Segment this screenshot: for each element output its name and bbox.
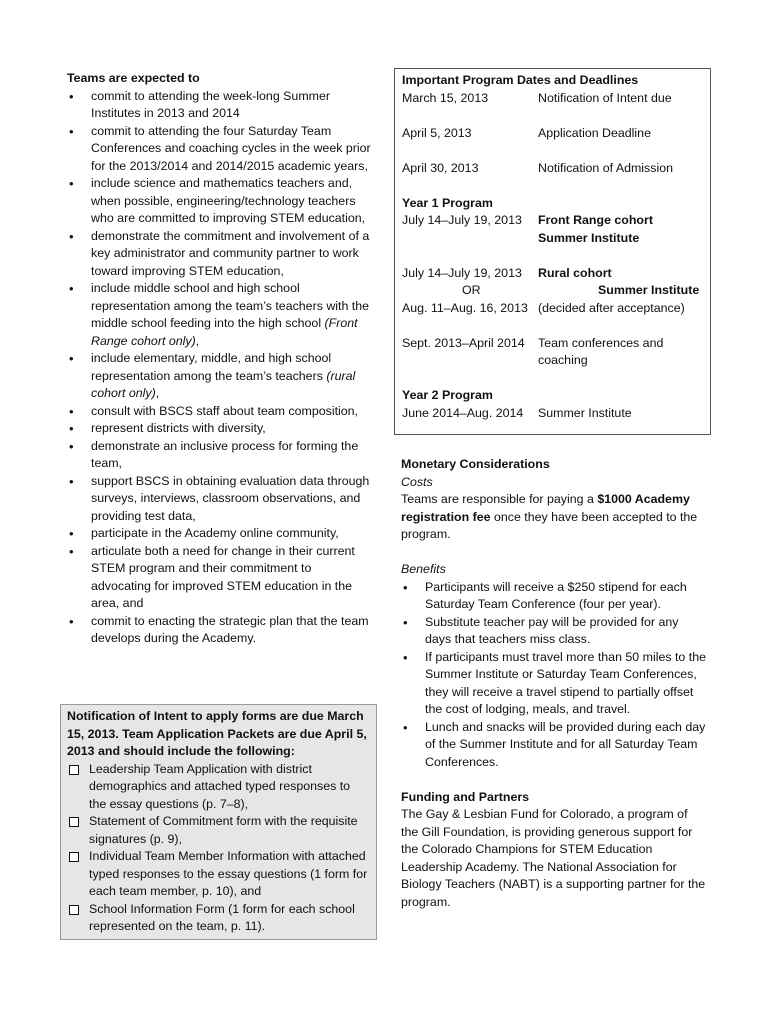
funding-text: The Gay & Lesbian Fund for Colorado, a program of the Gill Foundation, is providing generous support for the Colorado Champions for STEM Education Leadership Academy. The National Association for Biology Teachers (NABT) is a supporting partner for the program. [401,807,706,909]
list-item: • participate in the Academy online community, [67,525,372,543]
list-item: • If participants must travel more than 50 miles to the Summer Institute or Saturday Team Conferences, they will receive a travel stipend to partially offset the cost of lodging, meals, and travel. [401,649,706,719]
date-row: Sept. 2013–April 2014 Team conferences and coaching [402,335,664,367]
funding-heading: Funding and Partners [401,789,530,804]
teams-section [67,70,372,648]
list-item: • commit to attending the four Saturday Team Conferences and coaching cycles in the week prior for the 2013/2014 and 2014/2015 academic years, [67,123,372,176]
monetary-section [401,456,706,911]
date-row: July 14–July 19, 2013 Rural cohort [402,265,612,280]
checklist-item: Leadership Team Application with district demographics and attached typed responses to the essay questions (p. 7–8), [67,761,370,814]
list-item: • include science and mathematics teachers and, when possible, engineering/technology teachers who are committed to improving STEM education, [67,175,372,228]
checklist-item: Statement of Commitment form with the requisite signatures (p. 9), [67,813,370,848]
list-item: • articulate both a need for change in their current STEM program and their commitment to advocating for improved STEM education in the area, and [67,543,372,613]
date-row: April 30, 2013 Notification of Admission [402,160,673,175]
date-row: OR Summer Institute [462,283,700,297]
list-item: • support BSCS in obtaining evaluation data through surveys, interviews, classroom observations, and providing test data, [67,473,372,526]
date-row: April 5, 2013 Application Deadline [402,125,651,140]
costs-text: Teams are responsible for paying a $1000 Academy registration fee once they have been accepted to the program. [401,492,698,541]
teams-heading: Teams are expected to [67,71,200,85]
notification-box [60,704,377,940]
checkbox-icon [69,852,79,862]
cohort-note: (Front Range cohort only) [91,316,358,348]
dates-heading: Important Program Dates and Deadlines [402,73,639,87]
list-item: • demonstrate an inclusive process for forming the team, [67,438,372,473]
benefits-list [401,579,706,772]
teams-list [67,88,372,648]
benefits-label: Benefits [401,562,446,576]
list-item: • demonstrate the commitment and involvement of a key administrator and community partner to work toward improving STEM education, [67,228,372,281]
list-item: • commit to attending the week-long Summer Institutes in 2013 and 2014 [67,88,372,123]
year1-heading: Year 1 Program [402,195,493,210]
list-item: • represent districts with diversity, [67,420,372,438]
costs-label: Costs [401,474,433,489]
list-item: • Substitute teacher pay will be provided for any days that teachers miss class. [401,614,706,649]
list-item: • include elementary, middle, and high school representation among the team’s teachers (rural cohort only), [67,350,372,403]
checklist-item: School Information Form (1 form for each school represented on the team, p. 11). [67,901,370,936]
checkbox-icon [69,765,79,775]
year2-heading: Year 2 Program [402,388,493,402]
dates-box [394,68,711,435]
list-item: • commit to enacting the strategic plan that the team develops during the Academy. [67,613,372,648]
checklist [67,761,370,936]
cohort-note: (rural cohort only) [91,368,356,400]
checklist-item: Individual Team Member Information with attached typed responses to the essay questions (1 form for each team member, p. 10), and [67,848,370,901]
date-row: June 2014–Aug. 2014 Summer Institute [402,405,632,420]
list-item: • consult with BSCS staff about team composition, [67,403,372,421]
checkbox-icon [69,905,79,915]
notification-heading: Notification of Intent to apply forms are due March 15, 2013. Team Application Packets are due April 5, 2013 and should include the following: [67,709,367,758]
date-row: July 14–July 19, 2013 Front Range cohort [402,213,653,227]
list-item: • include middle school and high school representation among the team’s teachers with the middle school feeding into the high school (Front Range cohort only), [67,280,372,350]
list-item: • Lunch and snacks will be provided during each day of the Summer Institute and for all Saturday Team Conferences. [401,719,706,772]
checkbox-icon [69,817,79,827]
monetary-heading: Monetary Considerations [401,457,550,471]
date-row: Aug. 11–Aug. 16, 2013 (decided after acceptance) [402,300,685,315]
date-row: Summer Institute [538,230,640,245]
list-item: • Participants will receive a $250 stipend for each Saturday Team Conference (four per year). [401,579,706,614]
date-row: March 15, 2013 Notification of Intent due [402,90,672,105]
